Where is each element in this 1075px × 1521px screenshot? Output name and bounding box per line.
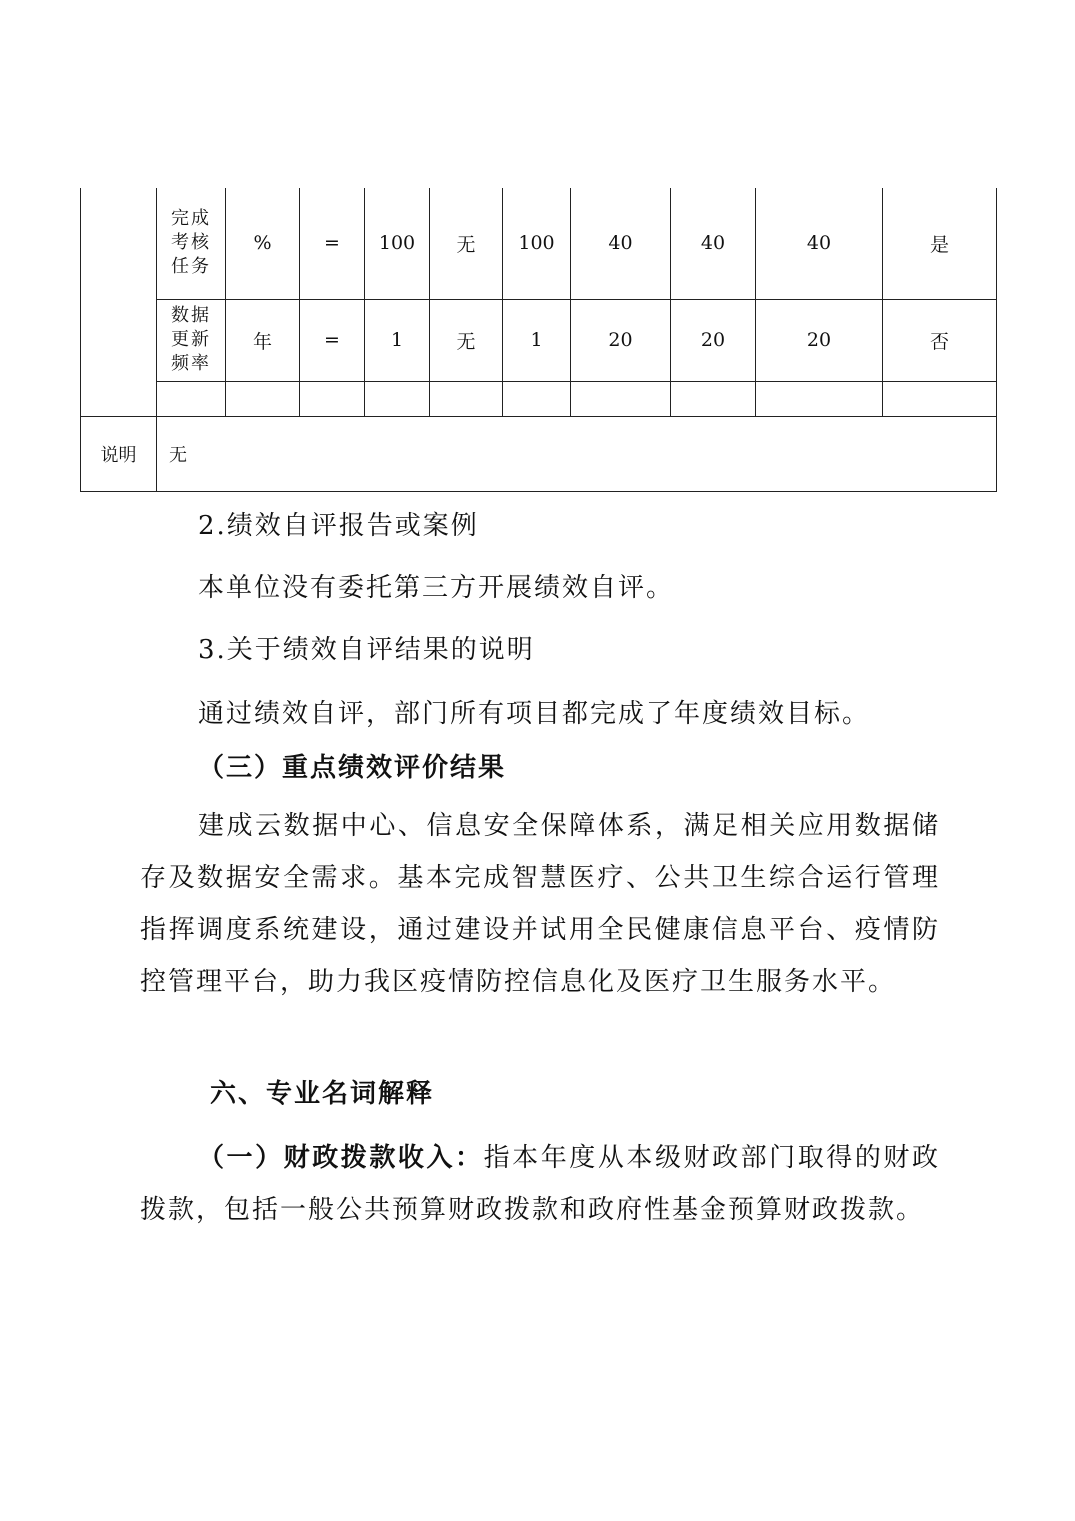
target-cell: 1 <box>365 299 430 381</box>
unit-cell: % <box>226 188 300 299</box>
weight-cell: 40 <box>671 188 756 299</box>
chapter-heading: 六、专业名词解释 <box>210 1079 435 1109</box>
category-cell <box>81 188 157 416</box>
actual-cell: 100 <box>503 188 571 299</box>
operator-cell: = <box>300 299 365 381</box>
score-cell: 20 <box>756 299 883 381</box>
score-cell: 40 <box>756 188 883 299</box>
weight-cell: 20 <box>571 299 671 381</box>
performance-table <box>80 188 997 492</box>
operator-cell: = <box>300 188 365 299</box>
note-text: 无 <box>157 416 997 491</box>
unit-cell: 年 <box>226 299 300 381</box>
flag-cell: 是 <box>883 188 997 299</box>
note-label: 说明 <box>81 416 157 491</box>
paragraph: 通过绩效自评，部门所有项目都完成了年度绩效目标。 <box>198 699 871 729</box>
definition-text: 指本年度从本级财政部门取得的财政拨款，包括一般公共预算财政拨款和政府性基金预算财政拨款。 <box>140 1143 940 1225</box>
indicator-name: 完成考核任务 <box>157 188 226 299</box>
actual-cell: 1 <box>503 299 571 381</box>
section-heading: 3.关于绩效自评结果的说明 <box>198 635 535 665</box>
weight-cell: 40 <box>571 188 671 299</box>
note-row <box>81 416 997 491</box>
indicator-name: 数据更新频率 <box>157 299 226 381</box>
paragraph: 本单位没有委托第三方开展绩效自评。 <box>198 573 675 603</box>
definition-term: （一）财政拨款收入： <box>198 1143 484 1173</box>
table-row-empty <box>81 381 997 416</box>
definition-paragraph <box>140 1132 940 1236</box>
target-cell: 100 <box>365 188 430 299</box>
paragraph: 建成云数据中心、信息安全保障体系，满足相关应用数据储存及数据安全需求。基本完成智慧医疗、公共卫生综合运行管理指挥调度系统建设，通过建设并试用全民健康信息平台、疫情防控管理平台，助力我区疫情防控信息化及医疗卫生服务水平。 <box>140 811 940 997</box>
section-heading: （三）重点绩效评价结果 <box>198 753 507 783</box>
section-heading: 2.绩效自评报告或案例 <box>198 511 479 541</box>
table-row <box>81 188 997 299</box>
flag-cell: 否 <box>883 299 997 381</box>
table-row <box>81 299 997 381</box>
history-cell: 无 <box>430 188 503 299</box>
weight-cell: 20 <box>671 299 756 381</box>
history-cell: 无 <box>430 299 503 381</box>
